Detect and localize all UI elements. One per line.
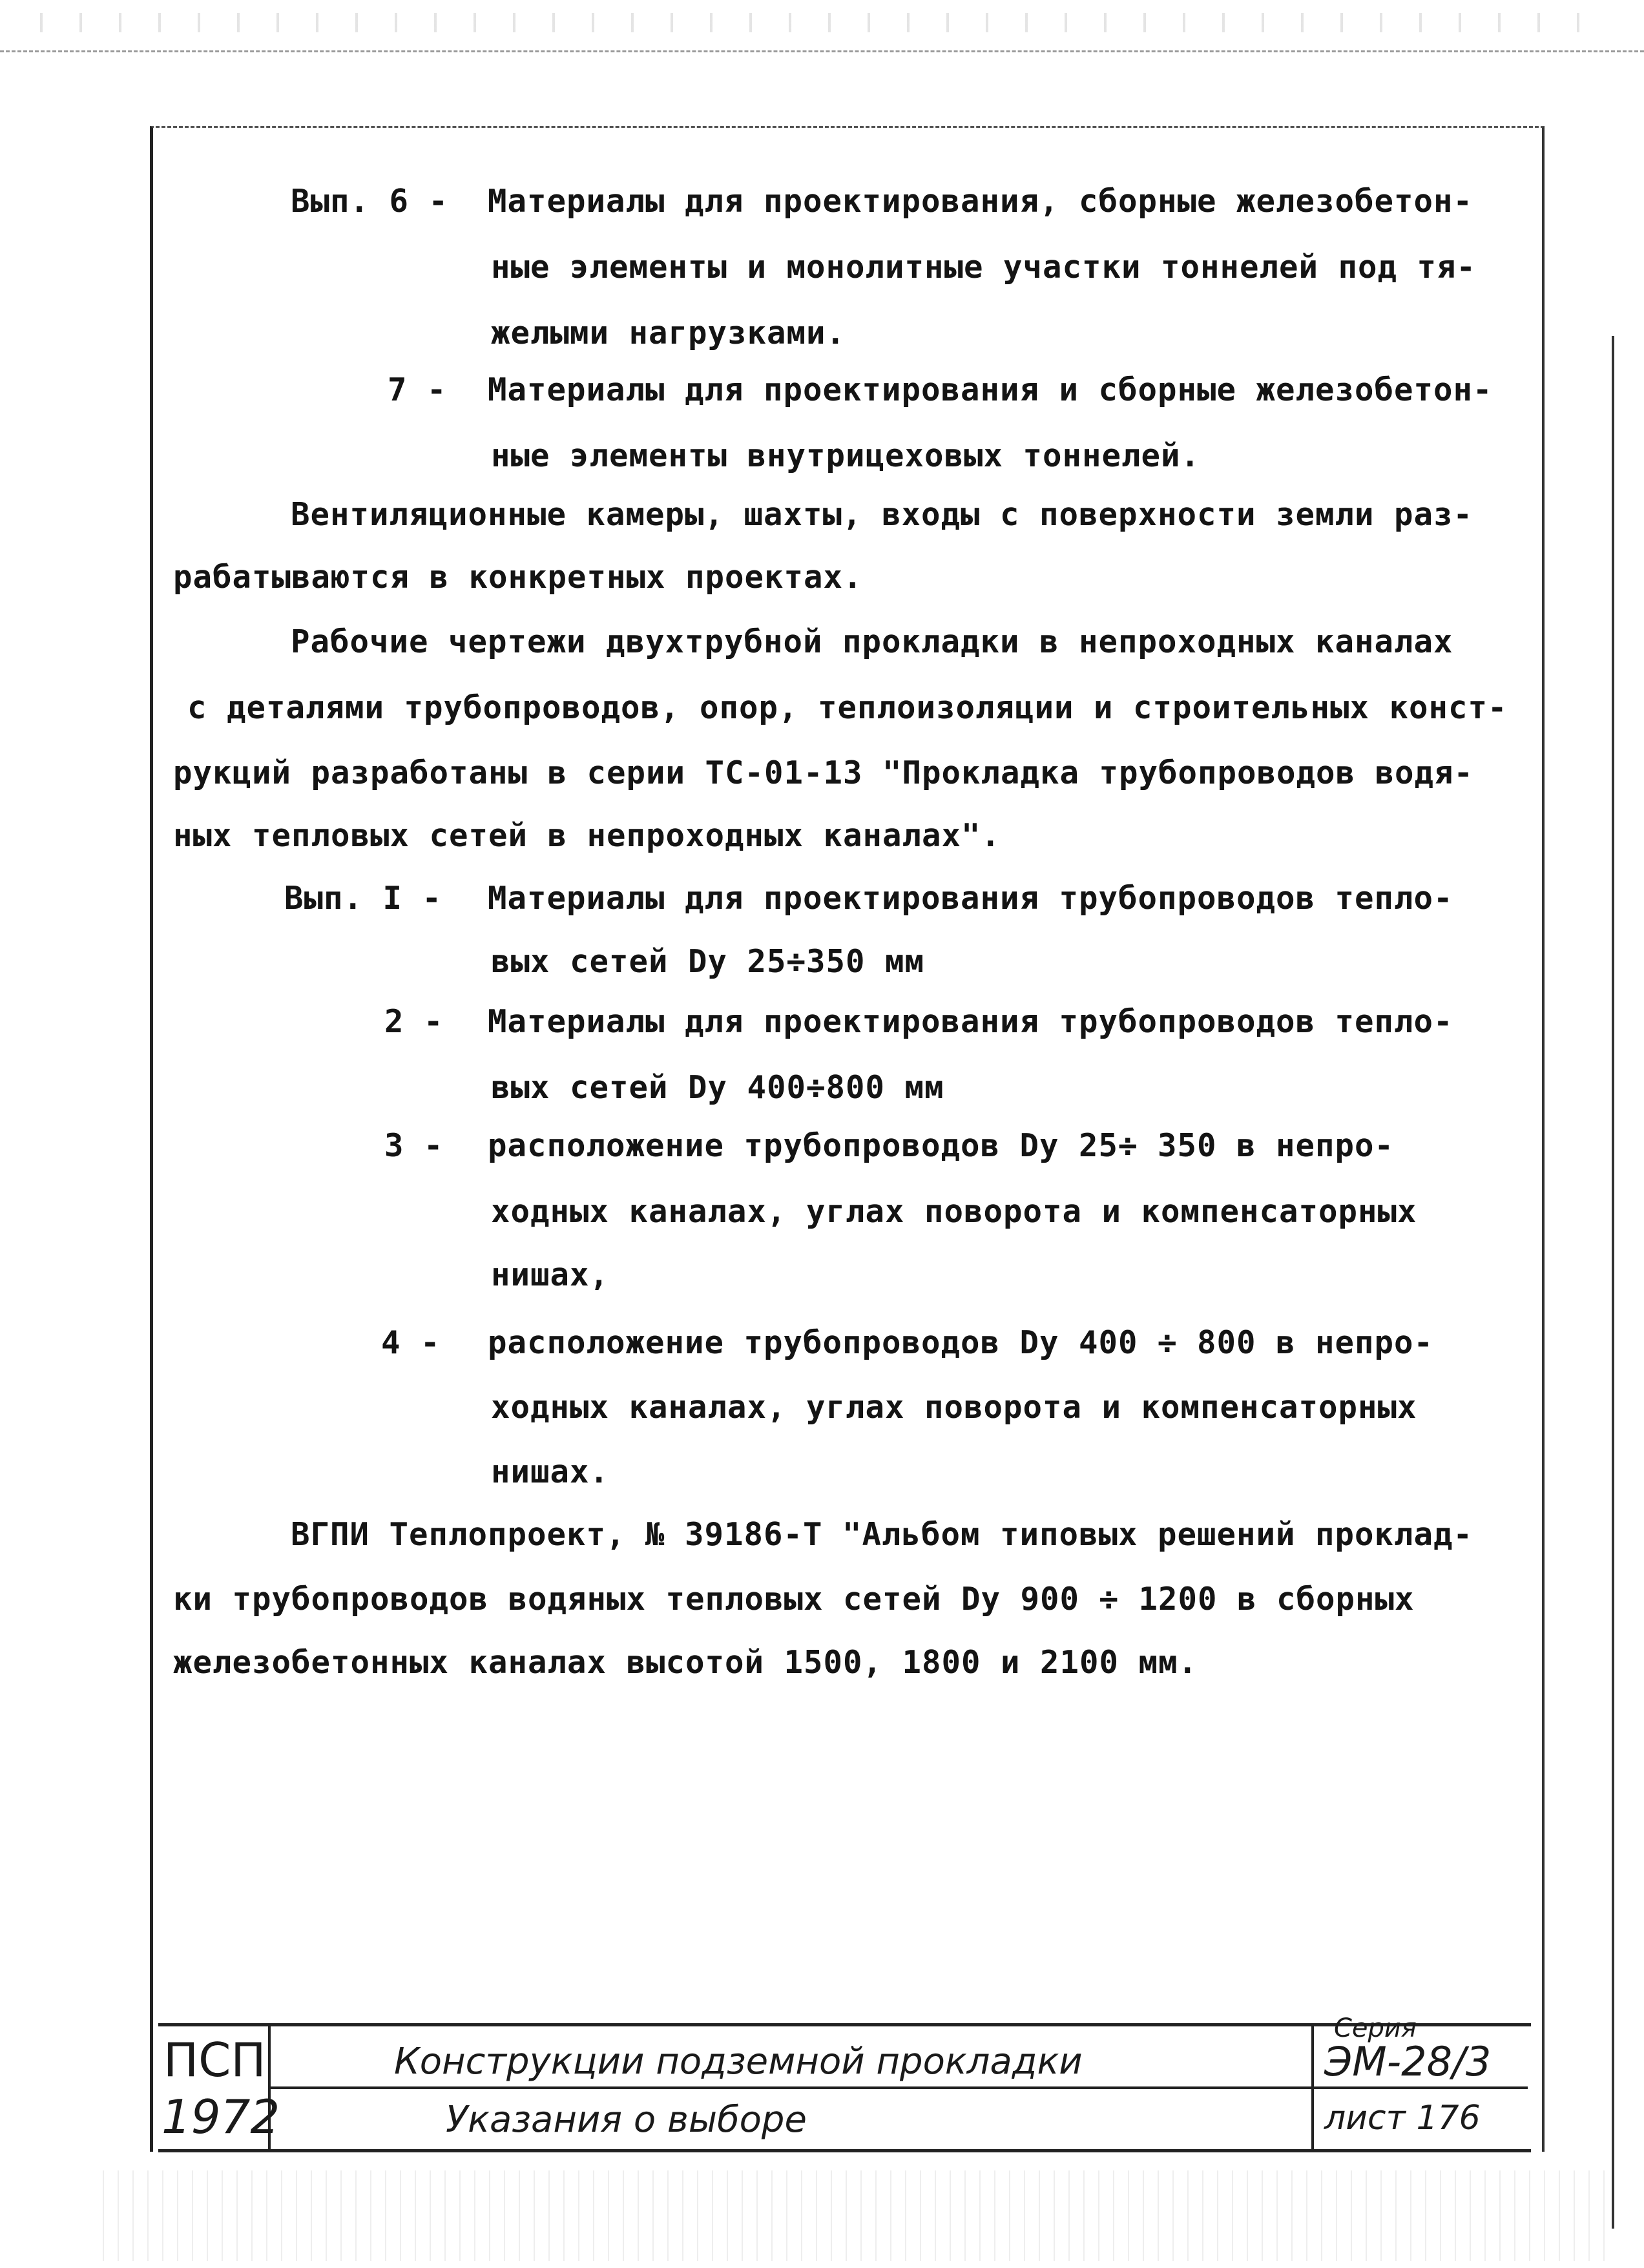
- list-label: 4 -: [381, 1324, 441, 1361]
- text-line: вых сетей Dу 400÷800 мм: [491, 1069, 944, 1106]
- scan-noise-bottom: [97, 2170, 1608, 2261]
- text-line: железобетонных каналах высотой 1500, 1800 и 2100 мм.: [173, 1644, 1198, 1681]
- series-code: ЭМ-28/3: [1324, 2038, 1492, 2085]
- series-label: Серия: [1334, 2013, 1417, 2043]
- text-line: желыми нагрузками.: [491, 315, 846, 351]
- list-label: 3 -: [384, 1127, 444, 1164]
- text-line: ки трубопроводов водяных тепловых сетей Dу 900 ÷ 1200 в сборных: [173, 1581, 1415, 1618]
- text-line: Рабочие чертежи двухтрубной прокладки в непроходных каналах: [291, 623, 1453, 660]
- text-line: расположение трубопроводов Dу 25÷ 350 в непро-: [488, 1127, 1395, 1164]
- title-block-divider: [268, 2086, 1528, 2089]
- list-label: 2 -: [384, 1003, 444, 1040]
- text-line: рабатываются в конкретных проектах.: [173, 559, 863, 596]
- text-line: ходных каналах, углах поворота и компенсаторных: [491, 1193, 1417, 1230]
- text-line: расположение трубопроводов Dу 400 ÷ 800 в непро-: [488, 1324, 1434, 1361]
- text-line: нишах.: [491, 1453, 610, 1490]
- text-line: вых сетей Dу 25÷350 мм: [491, 943, 925, 980]
- year: 1972: [161, 2090, 280, 2144]
- text-line: ВГПИ Теплопроект, № 39186-Т "Альбом типовых решений проклад-: [291, 1516, 1473, 1553]
- drawing-title: Конструкции подземной прокладки: [394, 2041, 1083, 2083]
- text-line: Материалы для проектирования, сборные железобетон-: [488, 183, 1473, 220]
- text-line: ные элементы и монолитные участки тоннелей под тя-: [491, 249, 1477, 286]
- text-line: Материалы для проектирования трубопроводов тепло-: [488, 1003, 1453, 1040]
- list-label: Вып. I -: [284, 880, 442, 917]
- text-line: Материалы для проектирования и сборные железобетон-: [488, 371, 1493, 408]
- text-line: Материалы для проектирования трубопроводов тепло-: [488, 880, 1453, 917]
- list-label: Вып. 6 -: [291, 183, 449, 220]
- text-line: ных тепловых сетей в непроходных каналах".: [173, 817, 1001, 854]
- text-line: ходных каналах, углах поворота и компенсаторных: [491, 1389, 1417, 1426]
- text-line: ные элементы внутрицеховых тоннелей.: [491, 437, 1201, 474]
- org-code: ПСП: [163, 2033, 266, 2087]
- text-line: Вентиляционные камеры, шахты, входы с поверхности земли раз-: [291, 496, 1473, 533]
- text-line: с деталями трубопроводов, опор, теплоизоляции и строительных конст-: [187, 689, 1508, 726]
- text-line: рукций разработаны в серии ТС-01-13 "Прокладка трубопроводов водя-: [173, 754, 1474, 791]
- sheet-number: лист 176: [1324, 2099, 1481, 2138]
- list-label: 7 -: [388, 371, 447, 408]
- text-line: нишах,: [491, 1256, 610, 1293]
- title-block: [158, 2013, 1531, 2152]
- drawing-subtitle: Указания о выборе: [446, 2099, 807, 2141]
